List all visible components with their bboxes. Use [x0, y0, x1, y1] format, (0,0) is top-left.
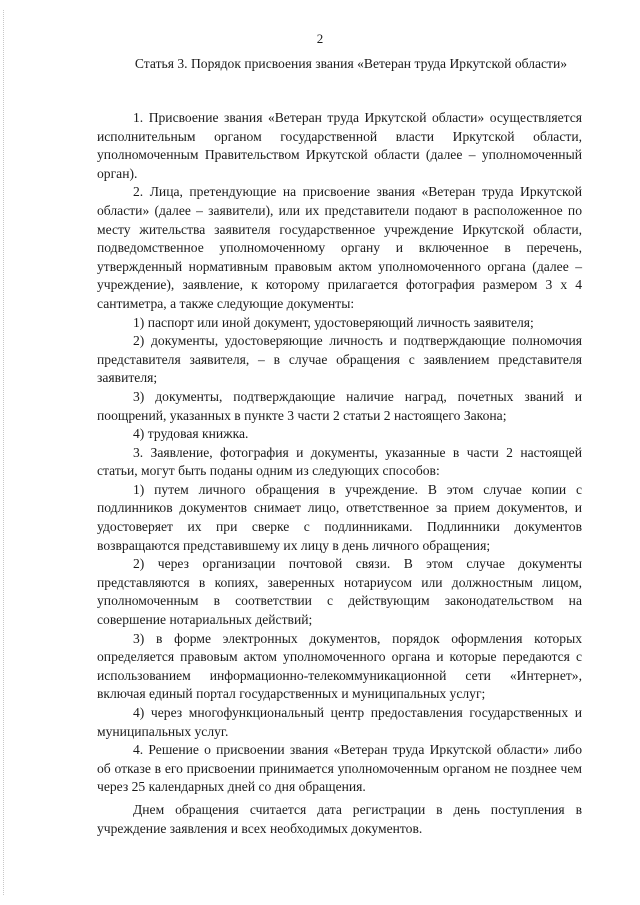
- paragraph: 2. Лица, претендующие на присвоение звания «Ветеран труда Иркутской области» (далее – заявители), или их представители подают в расположенное по месту жительства заявителя государственное учреждение Иркутской области, подведомственное уполномоченному органу и включенное в перечень, утвержденный нормативным правовым актом уполномоченного органа (далее – учреждение), заявление, к которому прилагается фотография размером 3 х 4 сантиметра, а также следующие документы:: [97, 184, 582, 311]
- list-item: 4) трудовая книжка.: [133, 426, 249, 442]
- scan-edge-marks: [3, 10, 5, 895]
- paragraph: Днем обращения считается дата регистрации в день поступления в учреждение заявления и всех необходимых документов.: [97, 801, 582, 836]
- list-item: 4) через многофункциональный центр предоставления государственных и муниципальных услуг.: [97, 705, 582, 739]
- list-item: 1) паспорт или иной документ, удостоверяющий личность заявителя;: [133, 314, 534, 330]
- paragraph: 3. Заявление, фотография и документы, указанные в части 2 настоящей статьи, могут быть поданы одним из следующих способов:: [97, 444, 582, 479]
- list-item: 2) документы, удостоверяющие личность и подтверждающие полномочия представителя заявителя, – в случае обращения с заявлением представителя заявителя;: [97, 333, 582, 386]
- page-number: 2: [316, 31, 324, 46]
- list-item: 1) путем личного обращения в учреждение. В этом случае копии с подлинников документов снимает лицо, ответственное за прием документов, и удостоверяет их при сверке с подлинниками. Подлинники документов возвращаются представившему их лицу в день личного обращения;: [97, 481, 582, 553]
- paragraph: 1. Присвоение звания «Ветеран труда Иркутской области» осуществляется исполнительным органом государственной власти Иркутской области, уполномоченным Правительством Иркутской области (далее – уполномоченный орган).: [97, 110, 582, 181]
- paragraph: 4. Решение о присвоении звания «Ветеран труда Иркутской области» либо об отказе в его присвоении принимается уполномоченным органом не позднее чем через 25 календарных дней со дня обращения.: [97, 742, 582, 795]
- list-item: 3) документы, подтверждающие наличие наград, почетных званий и поощрений, указанных в пункте 3 части 2 статьи 2 настоящего Закона;: [97, 388, 582, 423]
- list-item: 2) через организации почтовой связи. В этом случае документы представляются в копиях, заверенных нотариусом или должностным лицом, уполномоченным в соответствии с действующим законодательством на совершение нотариальных действий;: [97, 556, 582, 628]
- article-body: [97, 109, 582, 838]
- list-item: 3) в форме электронных документов, порядок оформления которых определяется правовым актом уполномоченного органа и которые передаются с использованием информационно-телекоммуникационной сети «Интернет», включая единый портал государственных и муниципальных услуг;: [97, 630, 582, 702]
- article-title: Статья 3. Порядок присвоения звания «Ветеран труда Иркутской области»: [134, 56, 568, 71]
